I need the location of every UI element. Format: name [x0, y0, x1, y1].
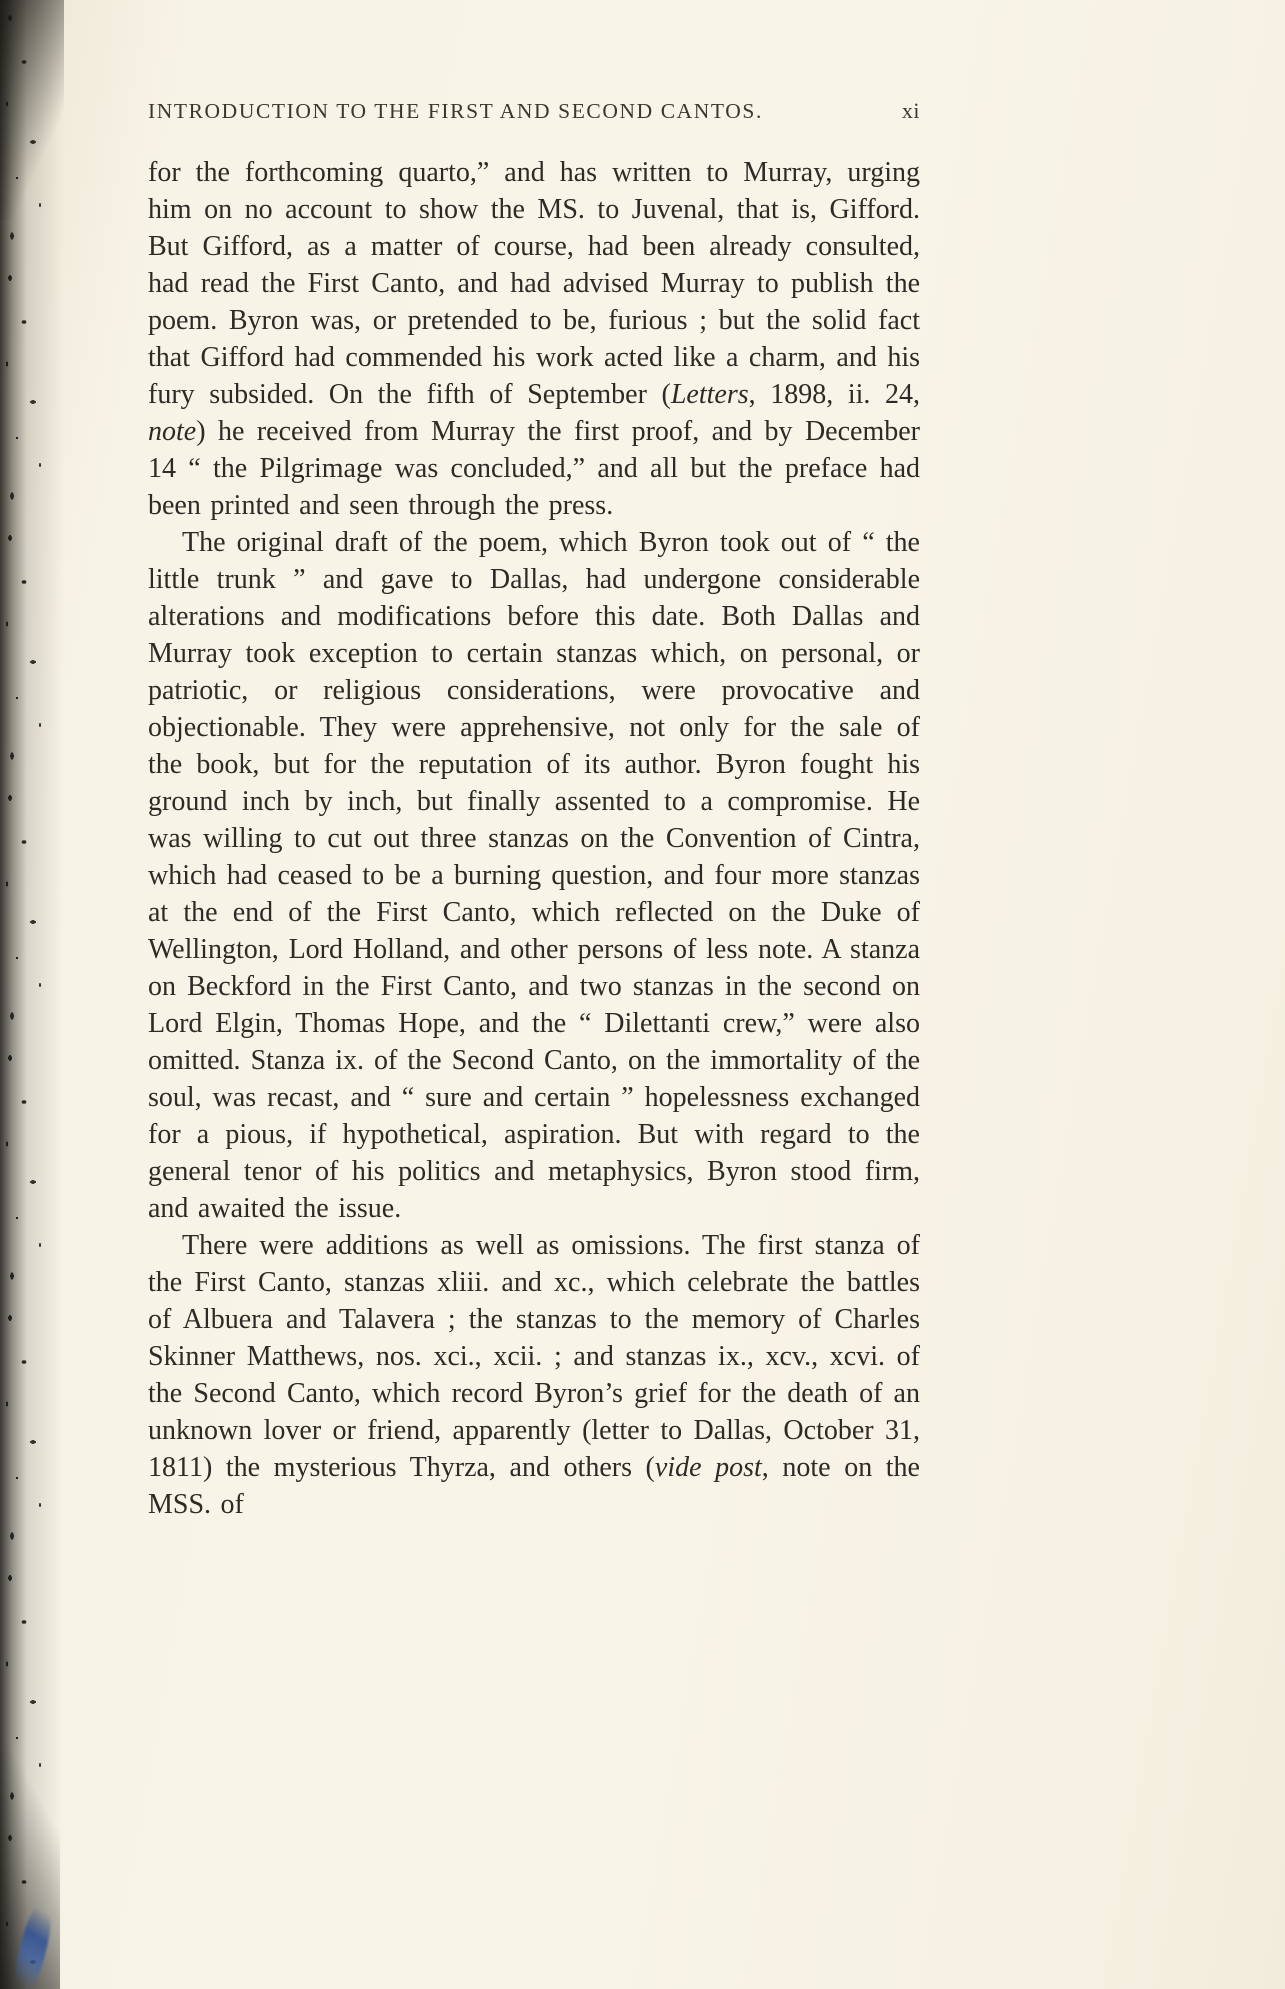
page-number: xi	[901, 98, 920, 123]
italic-text: note	[148, 416, 197, 447]
italic-text: Letters	[670, 379, 749, 410]
page-body	[148, 154, 920, 1523]
text-run: , note on the MSS. of	[148, 1452, 920, 1520]
text-run: The original draft of the poem, which Byron took out of “ the little trunk ” and gave to Dallas, had undergone considerable alterations and modifications before this date. Both Dallas and Murray took exception to certain stanzas which, on personal, or patriotic, or religious considerations, were provocative and objectionable. They were apprehensive, not only for the sale of the book, but for the reputation of its author. Byron fought his ground inch by inch, but finally assented to a compromise. He was willing to cut out three stanzas on the Convention of Cintra, which had ceased to be a burning question, and four more stanzas at the end of the First Canto, which reflected on the Duke of Wellington, Lord Holland, and other persons of less note. A stanza on Beckford in the First Canto, and two stanzas in the second on Lord Elgin, Thomas Hope, and the “ Dilettanti crew,” were also omitted. Stanza ix. of the Second Canto, on the immortality of the soul, was recast, and “ sure and certain ” hopelessness exchanged for a pious, if hypothetical, aspiration. But with regard to the general tenor of his politics and metaphysics, Byron stood firm, and awaited the issue.	[148, 527, 920, 1224]
text-run: ) he received from Murray the first proof, and by December 14 “ the Pilgrimage was concluded,” and all but the preface had been printed and seen through the press.	[148, 416, 920, 521]
italic-text: vide post	[654, 1452, 762, 1483]
paragraph	[148, 154, 920, 524]
scan-edge-shadow	[0, 0, 72, 1989]
running-head	[148, 98, 920, 124]
paragraph	[148, 1227, 920, 1523]
running-head-title: INTRODUCTION TO THE FIRST AND SECOND CANTOS.	[148, 99, 763, 123]
text-run: for the forthcoming quarto,” and has written to Murray, urging him on no account to show the MS. to Juvenal, that is, Gifford. But Gifford, as a matter of course, had been already consulted, had read the First Canto, and had advised Murray to publish the poem. Byron was, or pretended to be, furious ; but the solid fact that Gifford had commended his work acted like a charm, and his fury subsided. On the fifth of September (	[148, 157, 920, 410]
blue-ink-mark	[9, 1899, 57, 1989]
text-run: There were additions as well as omissions. The first stanza of the First Canto, stanzas xliii. and xc., which celebrate the battles of Albuera and Talavera ; the stanzas to the memory of Charles Skinner Matthews, nos. xci., xcii. ; and stanzas ix., xcv., xcvi. of the Second Canto, which record Byron’s grief for the death of an unknown lover or friend, apparently (letter to Dallas, October 31, 1811) the mysterious Thyrza, and others (	[148, 1230, 920, 1483]
page-content	[148, 98, 920, 1523]
paragraph	[148, 524, 920, 1227]
text-run: , 1898, ii. 24,	[748, 379, 920, 410]
